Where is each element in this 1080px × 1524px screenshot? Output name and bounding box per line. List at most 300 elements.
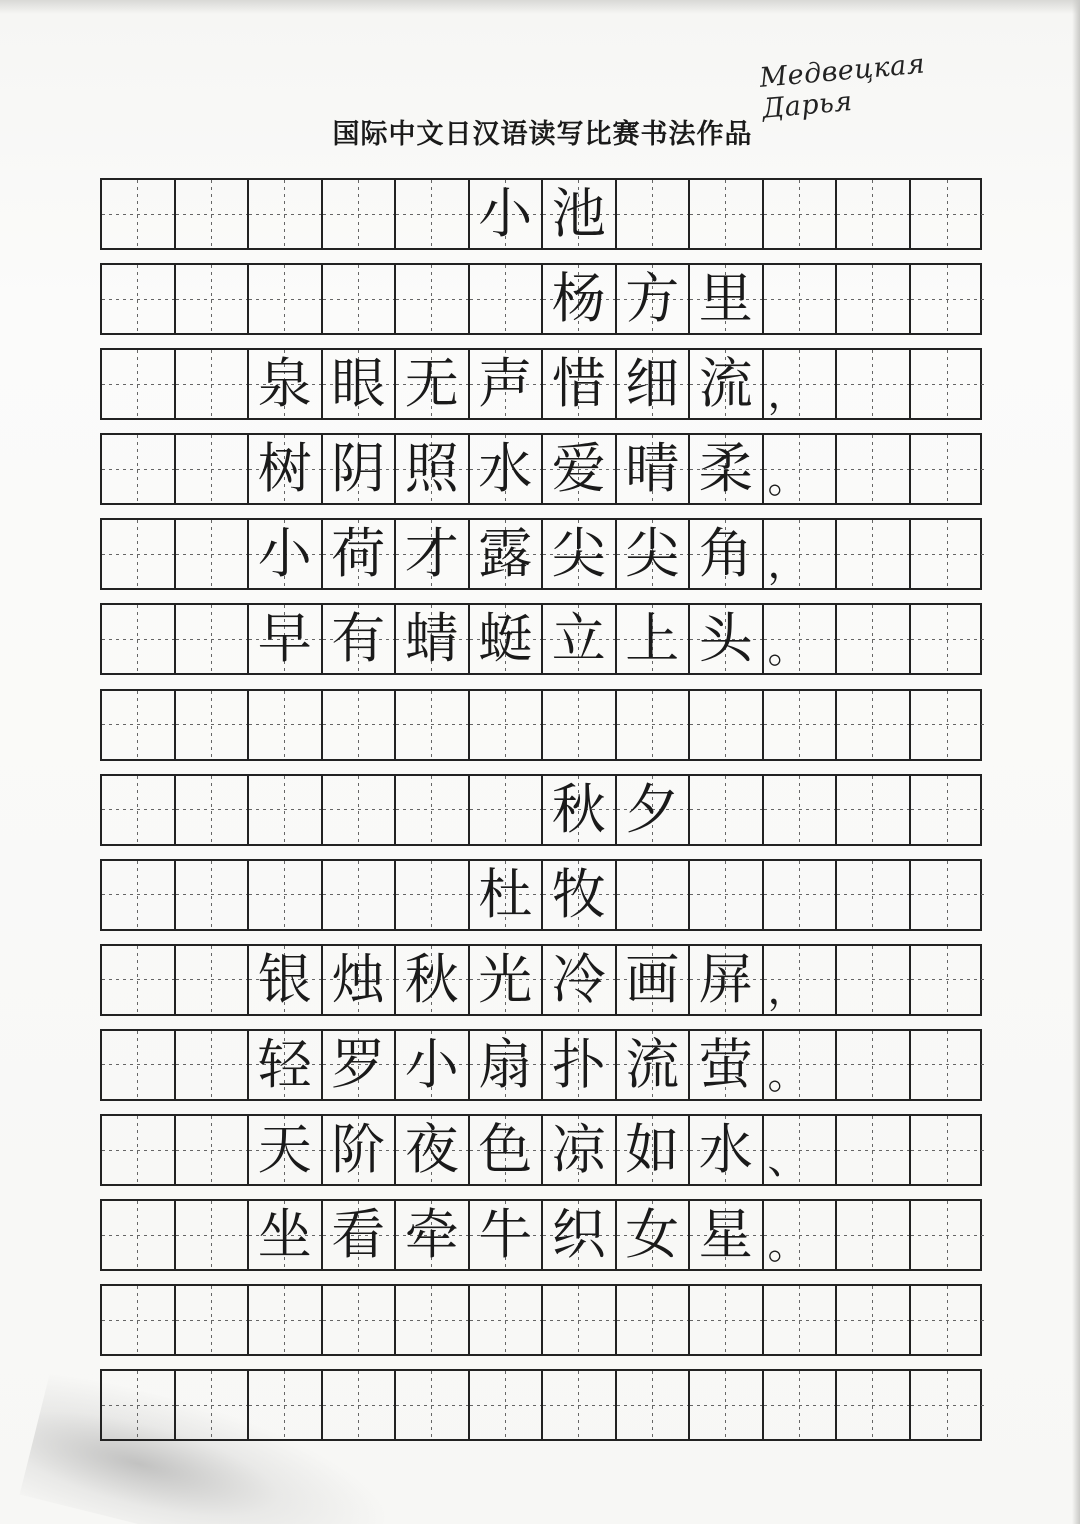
empty-character-slot: [102, 1116, 174, 1184]
empty-character-slot: [176, 946, 248, 1014]
empty-character-slot: [764, 1286, 836, 1354]
grid-cell: [102, 1116, 176, 1184]
grid-cell: [396, 520, 470, 588]
handwritten-character: 惜: [551, 352, 606, 416]
calligraphy-grid: [100, 178, 982, 1454]
handwritten-character: 流: [698, 352, 753, 416]
grid-cell: [837, 1286, 911, 1354]
handwritten-character: 罗: [331, 1032, 386, 1096]
empty-character-slot: [249, 691, 321, 759]
empty-character-slot: [837, 180, 909, 248]
handwritten-signature: Медвецкая Дарья: [758, 48, 927, 125]
grid-cell: [764, 520, 838, 588]
empty-character-slot: [176, 265, 248, 333]
empty-character-slot: [911, 946, 985, 1014]
handwritten-character: 小: [404, 1032, 459, 1096]
grid-cell: [543, 776, 617, 844]
grid-row: [100, 603, 982, 675]
empty-character-slot: [396, 265, 468, 333]
grid-cell: [323, 350, 397, 418]
grid-cell: [249, 691, 323, 759]
grid-cell: [323, 1116, 397, 1184]
handwritten-character: 牵: [404, 1203, 459, 1267]
empty-character-slot: [102, 776, 174, 844]
grid-cell: [911, 265, 985, 333]
empty-character-slot: [911, 265, 985, 333]
grid-cell: [837, 520, 911, 588]
grid-cell: [543, 520, 617, 588]
empty-character-slot: [470, 1371, 542, 1439]
scan-shadow-right: [1072, 0, 1080, 1524]
grid-cell: [764, 1201, 838, 1269]
grid-cell: [690, 861, 764, 929]
grid-cell: [470, 691, 544, 759]
grid-cell: [543, 265, 617, 333]
empty-character-slot: [323, 180, 395, 248]
grid-cell: [690, 605, 764, 673]
grid-cell: [543, 1286, 617, 1354]
grid-cell: [176, 1286, 250, 1354]
grid-cell: [617, 861, 691, 929]
handwritten-character: 。: [767, 626, 808, 673]
grid-cell: [249, 520, 323, 588]
empty-character-slot: [911, 1371, 985, 1439]
empty-character-slot: [690, 691, 762, 759]
grid-cell: [176, 180, 250, 248]
grid-cell: [543, 350, 617, 418]
grid-cell: [249, 861, 323, 929]
grid-cell: [249, 1286, 323, 1354]
grid-cell: [249, 1031, 323, 1099]
grid-cell: [764, 1371, 838, 1439]
handwritten-character: 晴: [625, 437, 680, 501]
grid-cell: [102, 776, 176, 844]
empty-character-slot: [837, 1116, 909, 1184]
grid-row: [100, 689, 982, 761]
grid-row: [100, 859, 982, 931]
handwritten-character: 流: [625, 1032, 680, 1096]
handwritten-character: 杨: [551, 267, 606, 331]
grid-cell: [764, 605, 838, 673]
grid-cell: [396, 435, 470, 503]
grid-cell: [323, 776, 397, 844]
handwritten-character: 方: [625, 267, 680, 331]
grid-cell: [249, 435, 323, 503]
grid-cell: [323, 435, 397, 503]
grid-cell: [690, 1371, 764, 1439]
empty-character-slot: [764, 691, 836, 759]
empty-character-slot: [102, 1201, 174, 1269]
empty-character-slot: [837, 265, 909, 333]
handwritten-character: 尖: [551, 522, 606, 586]
empty-character-slot: [102, 265, 174, 333]
grid-cell: [249, 350, 323, 418]
empty-character-slot: [837, 1201, 909, 1269]
empty-character-slot: [176, 1116, 248, 1184]
grid-cell: [470, 1286, 544, 1354]
handwritten-character: 水: [478, 437, 533, 501]
grid-cell: [690, 180, 764, 248]
grid-row: [100, 348, 982, 420]
grid-cell: [249, 1371, 323, 1439]
grid-cell: [543, 946, 617, 1014]
handwritten-character: 角: [698, 522, 753, 586]
handwritten-character: 牛: [478, 1203, 533, 1267]
handwritten-character: 照: [404, 437, 459, 501]
empty-character-slot: [249, 1371, 321, 1439]
grid-cell: [543, 435, 617, 503]
empty-character-slot: [837, 861, 909, 929]
empty-character-slot: [617, 861, 689, 929]
grid-cell: [176, 1031, 250, 1099]
empty-character-slot: [837, 776, 909, 844]
handwritten-character: 扇: [478, 1032, 533, 1096]
empty-character-slot: [690, 776, 762, 844]
empty-character-slot: [102, 1371, 174, 1439]
empty-character-slot: [617, 1286, 689, 1354]
grid-cell: [764, 265, 838, 333]
grid-cell: [470, 776, 544, 844]
empty-character-slot: [911, 350, 985, 418]
grid-cell: [249, 1201, 323, 1269]
handwritten-character: 。: [767, 1222, 808, 1269]
empty-character-slot: [102, 520, 174, 588]
scan-shadow-top: [0, 0, 1080, 14]
empty-character-slot: [176, 180, 248, 248]
handwritten-character: 立: [551, 607, 606, 671]
handwritten-character: 早: [257, 607, 312, 671]
grid-cell: [690, 1116, 764, 1184]
grid-cell: [911, 520, 985, 588]
grid-cell: [176, 520, 250, 588]
grid-cell: [764, 350, 838, 418]
handwritten-character: 才: [404, 522, 459, 586]
grid-cell: [837, 776, 911, 844]
grid-cell: [911, 1201, 985, 1269]
empty-character-slot: [911, 1201, 985, 1269]
handwritten-character: 有: [331, 607, 386, 671]
handwritten-character: 星: [698, 1203, 753, 1267]
empty-character-slot: [176, 861, 248, 929]
grid-cell: [911, 946, 985, 1014]
grid-row: [100, 1114, 982, 1186]
grid-row: [100, 263, 982, 335]
grid-cell: [176, 265, 250, 333]
empty-character-slot: [102, 605, 174, 673]
grid-cell: [396, 350, 470, 418]
grid-cell: [470, 435, 544, 503]
handwritten-character: 牧: [551, 862, 606, 926]
empty-character-slot: [911, 180, 985, 248]
handwritten-character: 泉: [257, 352, 312, 416]
empty-character-slot: [911, 691, 985, 759]
empty-character-slot: [764, 1371, 836, 1439]
empty-character-slot: [837, 1371, 909, 1439]
empty-character-slot: [837, 1286, 909, 1354]
grid-cell: [470, 1116, 544, 1184]
grid-cell: [323, 1201, 397, 1269]
grid-cell: [323, 180, 397, 248]
grid-row: [100, 433, 982, 505]
grid-cell: [249, 946, 323, 1014]
empty-character-slot: [323, 861, 395, 929]
grid-cell: [470, 350, 544, 418]
grid-cell: [102, 180, 176, 248]
grid-cell: [102, 1201, 176, 1269]
grid-cell: [176, 776, 250, 844]
empty-character-slot: [837, 1031, 909, 1099]
handwritten-character: 凉: [551, 1118, 606, 1182]
grid-cell: [764, 776, 838, 844]
handwritten-character: 。: [767, 456, 808, 503]
handwritten-character: 坐: [257, 1203, 312, 1267]
page-title: 国际中文日汉语读写比赛书法作品: [332, 119, 753, 150]
grid-cell: [543, 605, 617, 673]
grid-cell: [764, 1286, 838, 1354]
handwritten-character: 上: [625, 607, 680, 671]
grid-cell: [470, 520, 544, 588]
empty-character-slot: [764, 180, 836, 248]
grid-cell: [690, 946, 764, 1014]
grid-row: [100, 774, 982, 846]
handwritten-character: 女: [625, 1203, 680, 1267]
empty-character-slot: [102, 946, 174, 1014]
empty-character-slot: [470, 265, 542, 333]
empty-character-slot: [837, 946, 909, 1014]
grid-row: [100, 1284, 982, 1356]
empty-character-slot: [249, 1286, 321, 1354]
grid-cell: [176, 1371, 250, 1439]
empty-character-slot: [690, 1286, 762, 1354]
grid-cell: [323, 520, 397, 588]
grid-row: [100, 1029, 982, 1101]
empty-character-slot: [102, 350, 174, 418]
empty-character-slot: [102, 861, 174, 929]
handwritten-character: 尖: [625, 522, 680, 586]
grid-row: [100, 518, 982, 590]
grid-cell: [396, 1116, 470, 1184]
handwritten-character: 夕: [625, 777, 680, 841]
grid-cell: [396, 1031, 470, 1099]
handwritten-character: 萤: [698, 1032, 753, 1096]
grid-cell: [102, 350, 176, 418]
empty-character-slot: [543, 1286, 615, 1354]
empty-character-slot: [543, 691, 615, 759]
grid-cell: [837, 435, 911, 503]
grid-cell: [764, 946, 838, 1014]
empty-character-slot: [911, 1116, 985, 1184]
grid-cell: [176, 350, 250, 418]
handwritten-character: 冷: [551, 947, 606, 1011]
grid-cell: [837, 1031, 911, 1099]
grid-cell: [102, 435, 176, 503]
empty-character-slot: [837, 435, 909, 503]
grid-cell: [396, 180, 470, 248]
handwritten-character: 小: [478, 182, 533, 245]
grid-cell: [617, 1201, 691, 1269]
grid-cell: [176, 1201, 250, 1269]
grid-cell: [102, 1371, 176, 1439]
handwritten-character: 色: [478, 1118, 533, 1182]
grid-cell: [911, 1286, 985, 1354]
empty-character-slot: [323, 1286, 395, 1354]
grid-cell: [176, 1116, 250, 1184]
grid-cell: [396, 776, 470, 844]
grid-cell: [617, 776, 691, 844]
empty-character-slot: [837, 691, 909, 759]
grid-cell: [837, 350, 911, 418]
grid-cell: [470, 605, 544, 673]
grid-cell: [176, 861, 250, 929]
empty-character-slot: [911, 1031, 985, 1099]
handwritten-character: ，: [767, 541, 808, 588]
grid-cell: [323, 1371, 397, 1439]
handwritten-character: 烛: [331, 947, 386, 1011]
grid-cell: [764, 435, 838, 503]
grid-cell: [690, 350, 764, 418]
empty-character-slot: [837, 520, 909, 588]
empty-character-slot: [764, 861, 836, 929]
empty-character-slot: [470, 691, 542, 759]
grid-cell: [323, 1031, 397, 1099]
handwritten-character: 蜻: [404, 607, 459, 671]
grid-cell: [911, 691, 985, 759]
handwritten-character: 天: [257, 1118, 312, 1182]
empty-character-slot: [102, 1286, 174, 1354]
grid-cell: [690, 265, 764, 333]
handwritten-character: 秋: [551, 777, 606, 841]
handwritten-character: 细: [625, 352, 680, 416]
empty-character-slot: [176, 1031, 248, 1099]
grid-cell: [837, 605, 911, 673]
handwritten-character: ，: [767, 966, 808, 1013]
empty-character-slot: [102, 1031, 174, 1099]
grid-cell: [102, 605, 176, 673]
grid-cell: [396, 1286, 470, 1354]
grid-cell: [102, 861, 176, 929]
handwritten-character: 、: [767, 1137, 808, 1184]
empty-character-slot: [249, 861, 321, 929]
grid-cell: [837, 1116, 911, 1184]
grid-cell: [837, 265, 911, 333]
grid-cell: [617, 1031, 691, 1099]
grid-cell: [911, 1116, 985, 1184]
grid-cell: [764, 1031, 838, 1099]
grid-cell: [249, 1116, 323, 1184]
grid-cell: [323, 691, 397, 759]
grid-cell: [102, 1031, 176, 1099]
empty-character-slot: [911, 520, 985, 588]
grid-cell: [176, 691, 250, 759]
handwritten-character: 露: [478, 522, 533, 586]
grid-cell: [543, 180, 617, 248]
grid-row: [100, 1369, 982, 1441]
grid-cell: [396, 1371, 470, 1439]
empty-character-slot: [396, 861, 468, 929]
empty-character-slot: [911, 776, 985, 844]
grid-cell: [617, 520, 691, 588]
grid-cell: [617, 946, 691, 1014]
empty-character-slot: [543, 1371, 615, 1439]
empty-character-slot: [837, 350, 909, 418]
grid-cell: [617, 1371, 691, 1439]
empty-character-slot: [396, 180, 468, 248]
grid-cell: [396, 691, 470, 759]
grid-cell: [176, 435, 250, 503]
handwritten-character: 眼: [331, 352, 386, 416]
grid-cell: [323, 861, 397, 929]
grid-cell: [617, 1116, 691, 1184]
grid-cell: [617, 265, 691, 333]
empty-character-slot: [396, 1286, 468, 1354]
handwritten-character: 织: [551, 1203, 606, 1267]
grid-cell: [617, 435, 691, 503]
grid-cell: [911, 1031, 985, 1099]
handwritten-character: 银: [257, 947, 312, 1011]
empty-character-slot: [911, 861, 985, 929]
grid-cell: [323, 265, 397, 333]
empty-character-slot: [617, 691, 689, 759]
empty-character-slot: [911, 1286, 985, 1354]
empty-character-slot: [176, 605, 248, 673]
empty-character-slot: [470, 1286, 542, 1354]
empty-character-slot: [102, 435, 174, 503]
grid-cell: [396, 265, 470, 333]
grid-cell: [543, 1201, 617, 1269]
grid-cell: [690, 435, 764, 503]
grid-cell: [396, 1201, 470, 1269]
handwritten-character: 爱: [551, 437, 606, 501]
grid-cell: [323, 946, 397, 1014]
empty-character-slot: [617, 180, 689, 248]
handwritten-character: 轻: [257, 1032, 312, 1096]
handwritten-character: ，: [767, 371, 808, 418]
empty-character-slot: [690, 180, 762, 248]
grid-cell: [470, 180, 544, 248]
grid-cell: [470, 861, 544, 929]
grid-cell: [470, 265, 544, 333]
grid-cell: [617, 350, 691, 418]
grid-cell: [470, 1031, 544, 1099]
grid-cell: [690, 1201, 764, 1269]
grid-cell: [911, 350, 985, 418]
grid-cell: [102, 265, 176, 333]
empty-character-slot: [176, 520, 248, 588]
grid-cell: [911, 435, 985, 503]
grid-cell: [543, 691, 617, 759]
empty-character-slot: [837, 605, 909, 673]
handwritten-character: 秋: [404, 947, 459, 1011]
handwritten-character: 如: [625, 1118, 680, 1182]
grid-cell: [102, 691, 176, 759]
empty-character-slot: [249, 776, 321, 844]
grid-cell: [102, 946, 176, 1014]
empty-character-slot: [176, 435, 248, 503]
grid-cell: [323, 1286, 397, 1354]
grid-cell: [911, 861, 985, 929]
empty-character-slot: [911, 435, 985, 503]
grid-cell: [764, 861, 838, 929]
grid-cell: [543, 1031, 617, 1099]
grid-cell: [176, 605, 250, 673]
handwritten-character: 柔: [698, 437, 753, 501]
empty-character-slot: [249, 265, 321, 333]
empty-character-slot: [323, 776, 395, 844]
grid-cell: [911, 776, 985, 844]
grid-cell: [617, 180, 691, 248]
grid-row: [100, 1199, 982, 1271]
empty-character-slot: [249, 180, 321, 248]
